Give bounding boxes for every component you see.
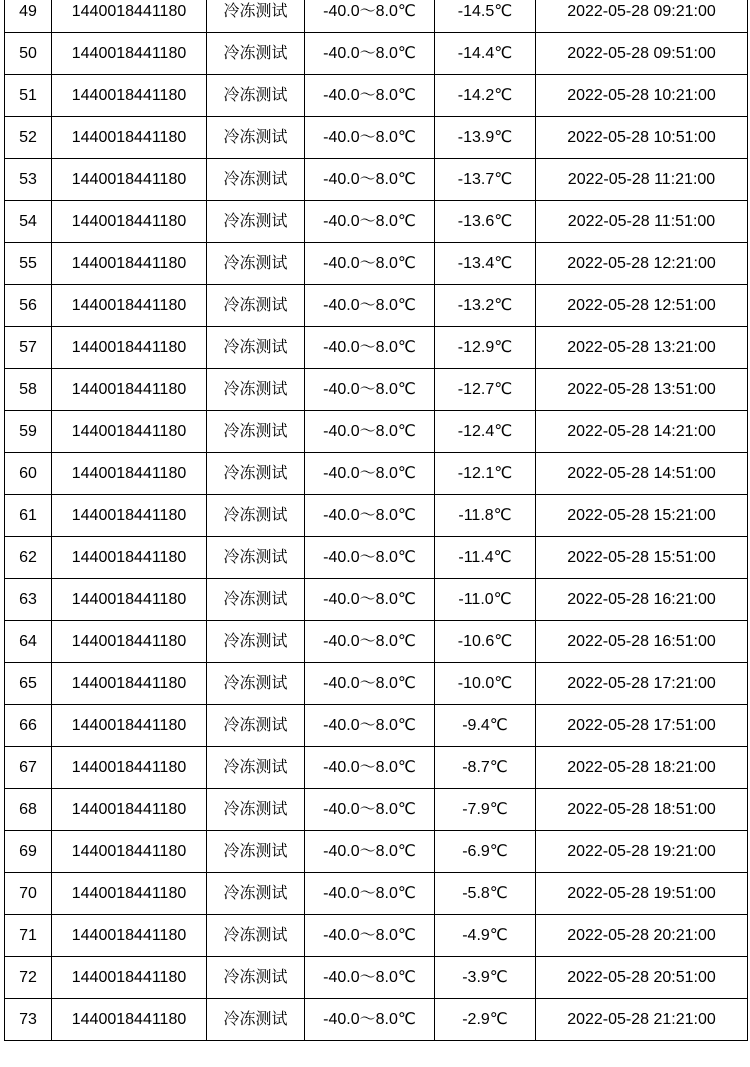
row-number-cell: 68 (5, 789, 52, 831)
timestamp-cell: 2022-05-28 20:51:00 (536, 957, 748, 999)
device-id-cell: 1440018441180 (52, 369, 207, 411)
temperature-range-cell: -40.0～8.0℃ (305, 453, 435, 495)
table-row (5, 915, 748, 957)
timestamp-cell: 2022-05-28 09:51:00 (536, 33, 748, 75)
row-number-cell: 69 (5, 831, 52, 873)
temperature-cell: -14.2℃ (435, 75, 536, 117)
device-id-cell: 1440018441180 (52, 117, 207, 159)
device-name-cell: 冷冻测试 (207, 453, 305, 495)
device-id-cell: 1440018441180 (52, 75, 207, 117)
row-number-cell: 52 (5, 117, 52, 159)
device-id-cell: 1440018441180 (52, 621, 207, 663)
table-row (5, 243, 748, 285)
temperature-range-cell: -40.0～8.0℃ (305, 369, 435, 411)
device-name-cell: 冷冻测试 (207, 33, 305, 75)
temperature-cell: -12.7℃ (435, 369, 536, 411)
row-number-cell: 65 (5, 663, 52, 705)
temperature-range-cell: -40.0～8.0℃ (305, 831, 435, 873)
temperature-cell: -14.4℃ (435, 33, 536, 75)
device-name-cell: 冷冻测试 (207, 579, 305, 621)
device-id-cell: 1440018441180 (52, 873, 207, 915)
device-id-cell: 1440018441180 (52, 411, 207, 453)
temperature-range-cell: -40.0～8.0℃ (305, 999, 435, 1041)
device-name-cell: 冷冻测试 (207, 957, 305, 999)
row-number-cell: 61 (5, 495, 52, 537)
row-number-cell: 72 (5, 957, 52, 999)
timestamp-cell: 2022-05-28 17:21:00 (536, 663, 748, 705)
device-name-cell: 冷冻测试 (207, 411, 305, 453)
timestamp-cell: 2022-05-28 16:21:00 (536, 579, 748, 621)
row-number-cell: 62 (5, 537, 52, 579)
device-name-cell: 冷冻测试 (207, 747, 305, 789)
temperature-cell: -12.1℃ (435, 453, 536, 495)
device-name-cell: 冷冻测试 (207, 75, 305, 117)
device-name-cell: 冷冻测试 (207, 621, 305, 663)
device-id-cell: 1440018441180 (52, 705, 207, 747)
temperature-range-cell: -40.0～8.0℃ (305, 747, 435, 789)
device-id-cell: 1440018441180 (52, 453, 207, 495)
device-name-cell: 冷冻测试 (207, 495, 305, 537)
temperature-range-cell: -40.0～8.0℃ (305, 159, 435, 201)
temperature-cell: -3.9℃ (435, 957, 536, 999)
device-id-cell: 1440018441180 (52, 747, 207, 789)
temperature-range-cell: -40.0～8.0℃ (305, 0, 435, 33)
table-row (5, 327, 748, 369)
temperature-cell: -9.4℃ (435, 705, 536, 747)
temperature-cell: -13.4℃ (435, 243, 536, 285)
row-number-cell: 58 (5, 369, 52, 411)
device-id-cell: 1440018441180 (52, 201, 207, 243)
table-row (5, 411, 748, 453)
temperature-range-cell: -40.0～8.0℃ (305, 579, 435, 621)
table-row (5, 537, 748, 579)
row-number-cell: 73 (5, 999, 52, 1041)
table-row (5, 75, 748, 117)
device-id-cell: 1440018441180 (52, 663, 207, 705)
row-number-cell: 56 (5, 285, 52, 327)
timestamp-cell: 2022-05-28 14:21:00 (536, 411, 748, 453)
table-row (5, 705, 748, 747)
device-id-cell: 1440018441180 (52, 537, 207, 579)
timestamp-cell: 2022-05-28 20:21:00 (536, 915, 748, 957)
device-name-cell: 冷冻测试 (207, 831, 305, 873)
temperature-cell: -7.9℃ (435, 789, 536, 831)
temperature-cell: -13.2℃ (435, 285, 536, 327)
row-number-cell: 66 (5, 705, 52, 747)
temperature-range-cell: -40.0～8.0℃ (305, 243, 435, 285)
temperature-cell: -13.6℃ (435, 201, 536, 243)
row-number-cell: 53 (5, 159, 52, 201)
table-row (5, 33, 748, 75)
timestamp-cell: 2022-05-28 15:51:00 (536, 537, 748, 579)
row-number-cell: 64 (5, 621, 52, 663)
temperature-cell: -13.7℃ (435, 159, 536, 201)
temperature-cell: -13.9℃ (435, 117, 536, 159)
temperature-range-cell: -40.0～8.0℃ (305, 705, 435, 747)
device-name-cell: 冷冻测试 (207, 369, 305, 411)
temperature-range-cell: -40.0～8.0℃ (305, 75, 435, 117)
temperature-range-cell: -40.0～8.0℃ (305, 621, 435, 663)
temperature-log-sheet (4, 0, 747, 1041)
timestamp-cell: 2022-05-28 11:21:00 (536, 159, 748, 201)
timestamp-cell: 2022-05-28 19:21:00 (536, 831, 748, 873)
temperature-cell: -11.4℃ (435, 537, 536, 579)
table-row (5, 159, 748, 201)
table-row (5, 957, 748, 999)
device-id-cell: 1440018441180 (52, 33, 207, 75)
timestamp-cell: 2022-05-28 12:21:00 (536, 243, 748, 285)
table-row (5, 117, 748, 159)
temperature-cell: -11.0℃ (435, 579, 536, 621)
row-number-cell: 54 (5, 201, 52, 243)
timestamp-cell: 2022-05-28 13:51:00 (536, 369, 748, 411)
temperature-range-cell: -40.0～8.0℃ (305, 873, 435, 915)
timestamp-cell: 2022-05-28 14:51:00 (536, 453, 748, 495)
table-row (5, 831, 748, 873)
device-name-cell: 冷冻测试 (207, 117, 305, 159)
temperature-range-cell: -40.0～8.0℃ (305, 33, 435, 75)
timestamp-cell: 2022-05-28 10:51:00 (536, 117, 748, 159)
table-row (5, 663, 748, 705)
temperature-cell: -12.4℃ (435, 411, 536, 453)
device-id-cell: 1440018441180 (52, 579, 207, 621)
device-id-cell: 1440018441180 (52, 0, 207, 33)
device-id-cell: 1440018441180 (52, 243, 207, 285)
timestamp-cell: 2022-05-28 09:21:00 (536, 0, 748, 33)
temperature-range-cell: -40.0～8.0℃ (305, 789, 435, 831)
temperature-cell: -11.8℃ (435, 495, 536, 537)
device-name-cell: 冷冻测试 (207, 0, 305, 33)
timestamp-cell: 2022-05-28 17:51:00 (536, 705, 748, 747)
temperature-range-cell: -40.0～8.0℃ (305, 327, 435, 369)
timestamp-cell: 2022-05-28 16:51:00 (536, 621, 748, 663)
table-row (5, 789, 748, 831)
timestamp-cell: 2022-05-28 21:21:00 (536, 999, 748, 1041)
device-name-cell: 冷冻测试 (207, 999, 305, 1041)
table-row (5, 285, 748, 327)
temperature-cell: -6.9℃ (435, 831, 536, 873)
device-name-cell: 冷冻测试 (207, 663, 305, 705)
row-number-cell: 70 (5, 873, 52, 915)
row-number-cell: 49 (5, 0, 52, 33)
table-row (5, 495, 748, 537)
device-name-cell: 冷冻测试 (207, 327, 305, 369)
table-body (5, 0, 748, 1041)
temperature-range-cell: -40.0～8.0℃ (305, 411, 435, 453)
timestamp-cell: 2022-05-28 15:21:00 (536, 495, 748, 537)
device-id-cell: 1440018441180 (52, 831, 207, 873)
device-name-cell: 冷冻测试 (207, 285, 305, 327)
row-number-cell: 71 (5, 915, 52, 957)
device-id-cell: 1440018441180 (52, 915, 207, 957)
temperature-cell: -10.6℃ (435, 621, 536, 663)
temperature-range-cell: -40.0～8.0℃ (305, 495, 435, 537)
device-id-cell: 1440018441180 (52, 159, 207, 201)
device-id-cell: 1440018441180 (52, 327, 207, 369)
row-number-cell: 50 (5, 33, 52, 75)
row-number-cell: 57 (5, 327, 52, 369)
row-number-cell: 51 (5, 75, 52, 117)
temperature-cell: -5.8℃ (435, 873, 536, 915)
device-name-cell: 冷冻测试 (207, 915, 305, 957)
temperature-cell: -14.5℃ (435, 0, 536, 33)
temperature-range-cell: -40.0～8.0℃ (305, 285, 435, 327)
timestamp-cell: 2022-05-28 13:21:00 (536, 327, 748, 369)
device-name-cell: 冷冻测试 (207, 159, 305, 201)
table-row (5, 201, 748, 243)
temperature-range-cell: -40.0～8.0℃ (305, 201, 435, 243)
table-row (5, 579, 748, 621)
temperature-range-cell: -40.0～8.0℃ (305, 663, 435, 705)
temperature-cell: -4.9℃ (435, 915, 536, 957)
timestamp-cell: 2022-05-28 18:51:00 (536, 789, 748, 831)
temperature-cell: -10.0℃ (435, 663, 536, 705)
row-number-cell: 60 (5, 453, 52, 495)
row-number-cell: 63 (5, 579, 52, 621)
temperature-cell: -12.9℃ (435, 327, 536, 369)
table-row (5, 453, 748, 495)
device-name-cell: 冷冻测试 (207, 537, 305, 579)
device-id-cell: 1440018441180 (52, 495, 207, 537)
table-row (5, 621, 748, 663)
temperature-range-cell: -40.0～8.0℃ (305, 117, 435, 159)
temperature-cell: -8.7℃ (435, 747, 536, 789)
device-name-cell: 冷冻测试 (207, 789, 305, 831)
timestamp-cell: 2022-05-28 18:21:00 (536, 747, 748, 789)
table-row (5, 747, 748, 789)
table-row (5, 0, 748, 33)
temperature-range-cell: -40.0～8.0℃ (305, 537, 435, 579)
table-row (5, 999, 748, 1041)
timestamp-cell: 2022-05-28 10:21:00 (536, 75, 748, 117)
temperature-log-table (4, 0, 748, 1041)
table-row (5, 873, 748, 915)
row-number-cell: 67 (5, 747, 52, 789)
device-name-cell: 冷冻测试 (207, 243, 305, 285)
device-id-cell: 1440018441180 (52, 957, 207, 999)
device-name-cell: 冷冻测试 (207, 201, 305, 243)
timestamp-cell: 2022-05-28 12:51:00 (536, 285, 748, 327)
device-id-cell: 1440018441180 (52, 789, 207, 831)
timestamp-cell: 2022-05-28 19:51:00 (536, 873, 748, 915)
temperature-cell: -2.9℃ (435, 999, 536, 1041)
row-number-cell: 55 (5, 243, 52, 285)
device-name-cell: 冷冻测试 (207, 873, 305, 915)
device-id-cell: 1440018441180 (52, 999, 207, 1041)
temperature-range-cell: -40.0～8.0℃ (305, 915, 435, 957)
temperature-range-cell: -40.0～8.0℃ (305, 957, 435, 999)
timestamp-cell: 2022-05-28 11:51:00 (536, 201, 748, 243)
row-number-cell: 59 (5, 411, 52, 453)
device-name-cell: 冷冻测试 (207, 705, 305, 747)
device-id-cell: 1440018441180 (52, 285, 207, 327)
table-row (5, 369, 748, 411)
